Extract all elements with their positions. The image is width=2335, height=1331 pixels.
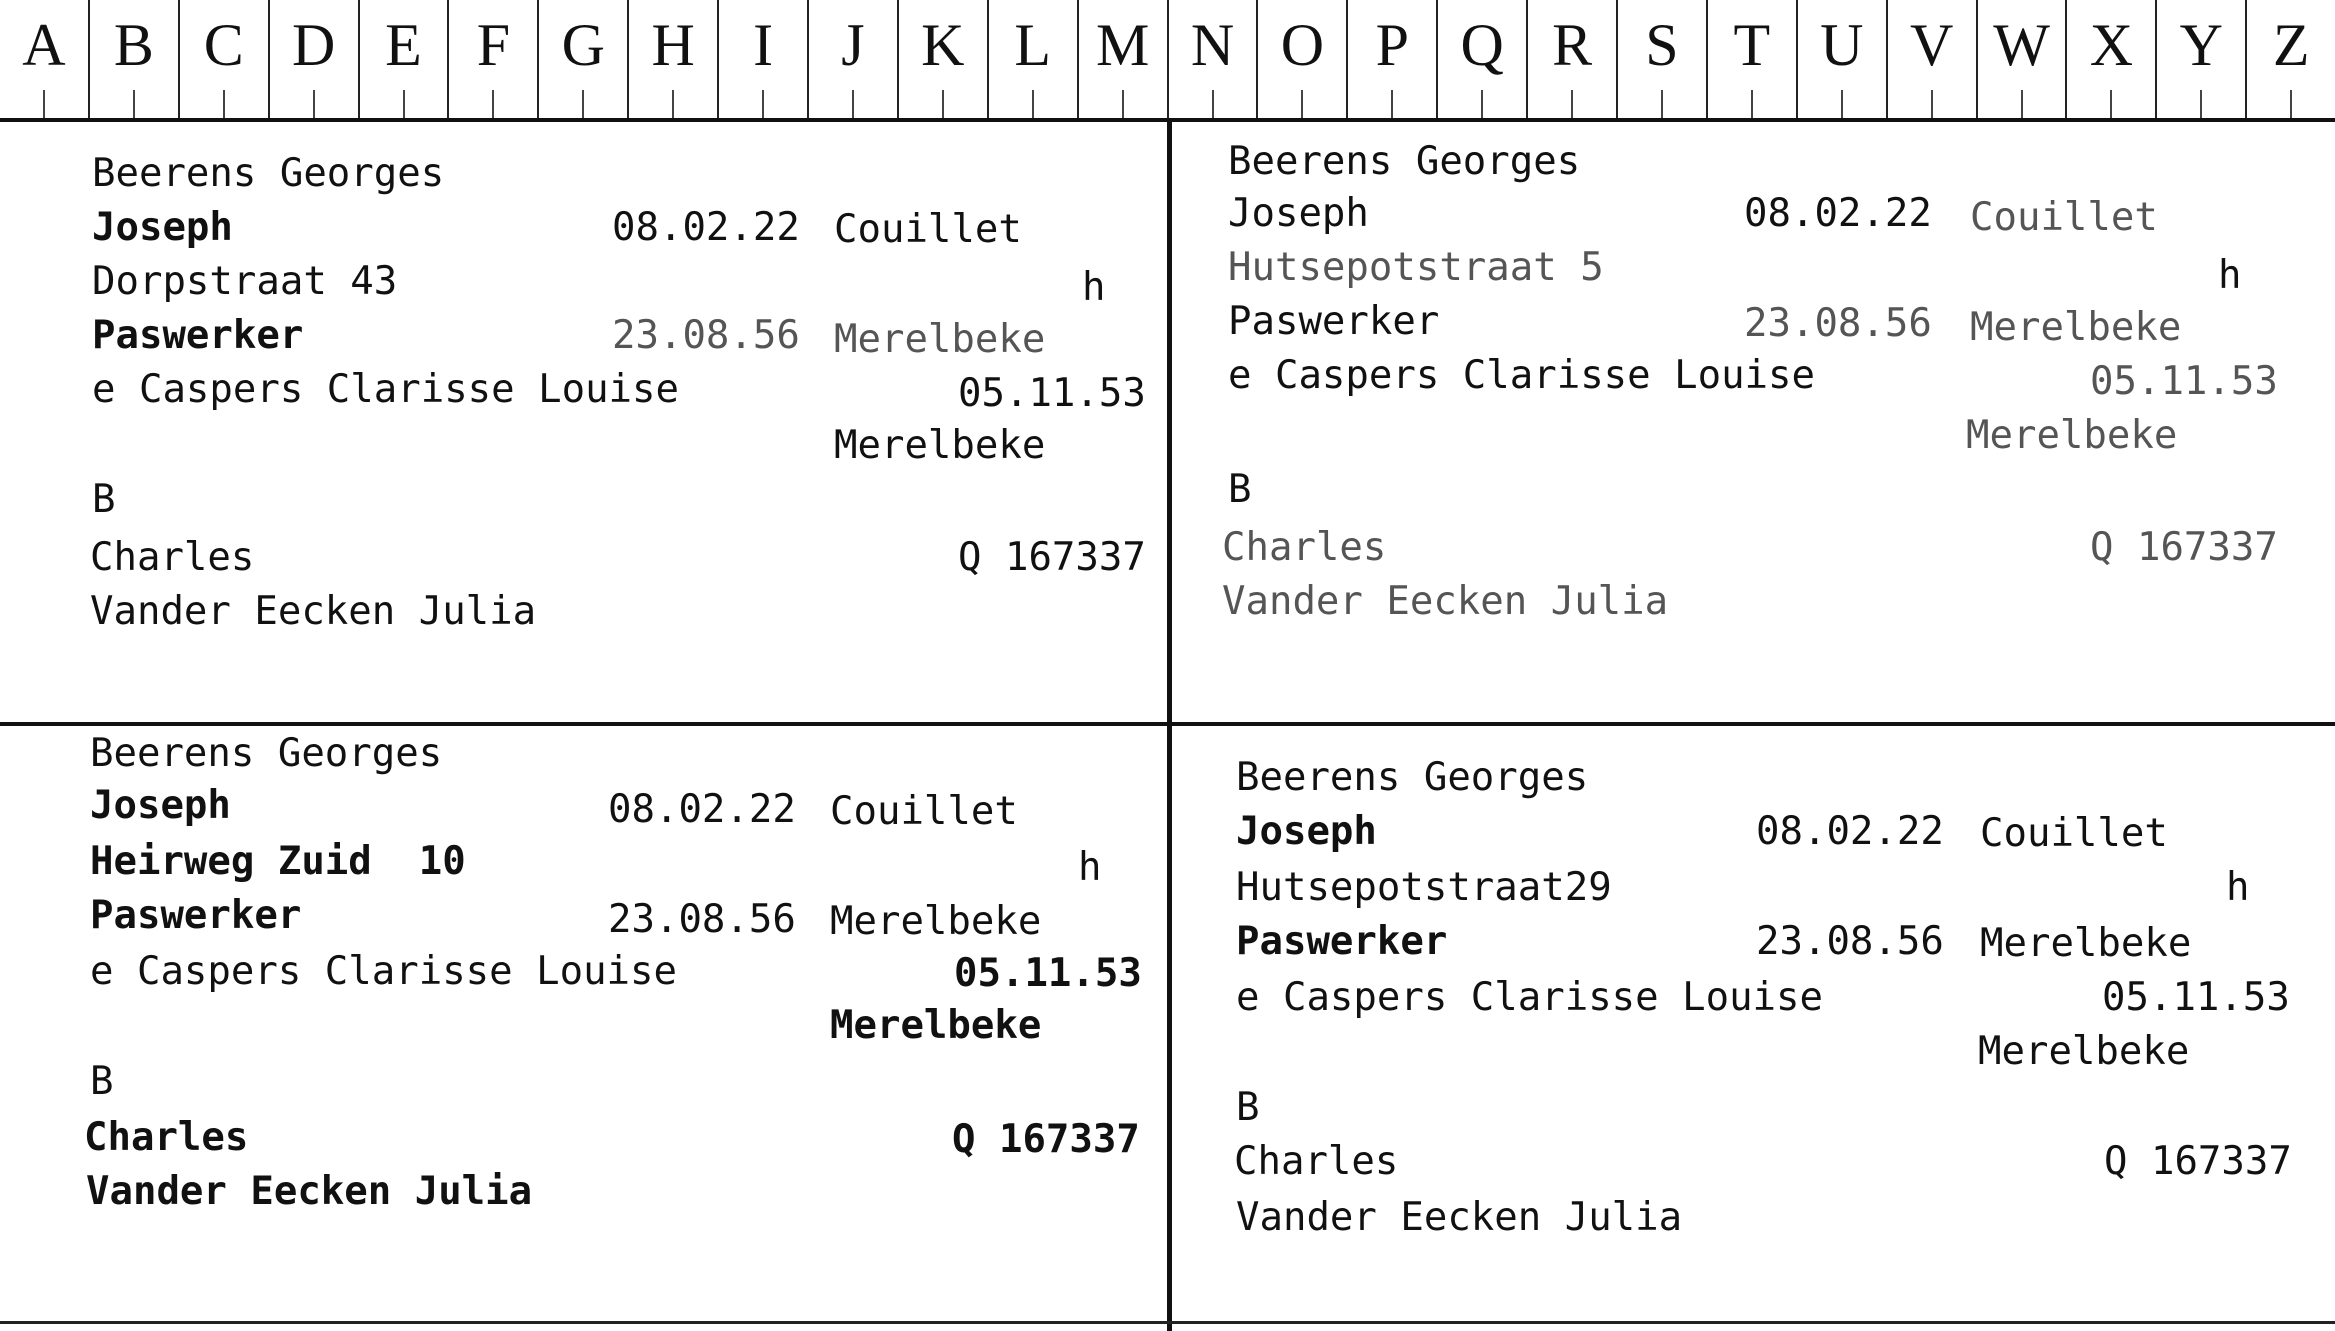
card-spouse: e Caspers Clarisse Louise	[92, 367, 679, 412]
alpha-tab-z	[2245, 0, 2335, 118]
card-given-name: Joseph	[92, 205, 233, 250]
card-code: B	[1236, 1085, 1260, 1130]
alpha-tab-t	[1706, 0, 1796, 118]
card-occupation: Paswerker	[1236, 919, 1448, 964]
card-date-2: 23.08.56	[612, 313, 800, 358]
alpha-tab-e	[358, 0, 448, 118]
card-spouse: e Caspers Clarisse Louise	[1236, 975, 1823, 1020]
alpha-letter: F	[476, 12, 511, 78]
card-mother: Vander Eecken Julia	[1222, 579, 1669, 624]
alpha-tab-b	[88, 0, 178, 118]
alpha-letter: J	[841, 12, 865, 78]
alpha-letter: N	[1190, 12, 1235, 78]
card-spouse: e Caspers Clarisse Louise	[1228, 353, 1815, 398]
alpha-letter: U	[1820, 12, 1864, 78]
card-reference: Q 167337	[958, 535, 1146, 580]
card-spouse: e Caspers Clarisse Louise	[90, 949, 677, 994]
alpha-tab-f	[447, 0, 537, 118]
card-birth-place: Couillet	[1980, 811, 2168, 856]
card-father: Charles	[1222, 525, 1387, 570]
alpha-tick	[1841, 90, 1843, 118]
card-given-name: Joseph	[1228, 191, 1369, 236]
alpha-letter: E	[385, 12, 422, 78]
card-sex: h	[1082, 265, 1106, 310]
alpha-letter: W	[1993, 12, 2050, 78]
alpha-letter: P	[1375, 12, 1409, 78]
card-marriage-date: 05.11.53	[2090, 359, 2278, 404]
alpha-tick	[852, 90, 854, 118]
alpha-tick	[1122, 90, 1124, 118]
alpha-tick	[582, 90, 584, 118]
card-marriage-date: 05.11.53	[954, 951, 1142, 996]
alpha-tick	[942, 90, 944, 118]
alpha-tick	[2200, 90, 2202, 118]
card-occupation: Paswerker	[90, 893, 302, 938]
record-card-bottom-right	[1172, 726, 2335, 1321]
alpha-letter: S	[1645, 12, 1679, 78]
card-code: B	[90, 1059, 114, 1104]
alpha-tab-m	[1077, 0, 1167, 118]
card-date-2: 23.08.56	[1744, 301, 1932, 346]
alpha-tab-w	[1976, 0, 2066, 118]
alpha-tab-s	[1616, 0, 1706, 118]
card-mother: Vander Eecken Julia	[90, 589, 537, 634]
card-surname: Beerens Georges	[90, 731, 443, 776]
alpha-tick	[2021, 90, 2023, 118]
alpha-tick	[672, 90, 674, 118]
card-birth-date: 08.02.22	[1756, 809, 1944, 854]
card-reference: Q 167337	[2104, 1139, 2292, 1184]
alpha-tab-o	[1256, 0, 1346, 118]
alpha-tab-q	[1436, 0, 1526, 118]
card-marriage-place: Merelbeke	[1978, 1029, 2190, 1074]
alpha-tick	[223, 90, 225, 118]
card-address: Hutsepotstraat29	[1236, 865, 1612, 910]
alpha-tab-g	[537, 0, 627, 118]
alpha-letter: T	[1733, 12, 1771, 78]
alpha-letter: V	[1909, 12, 1954, 78]
alpha-tick	[1301, 90, 1303, 118]
alpha-letter: A	[22, 12, 66, 78]
alpha-tab-a	[0, 0, 88, 118]
card-birth-date: 08.02.22	[1744, 191, 1932, 236]
card-date-2: 23.08.56	[608, 897, 796, 942]
alpha-tick	[1751, 90, 1753, 118]
alpha-tab-c	[178, 0, 268, 118]
alpha-letter: K	[921, 12, 965, 78]
alpha-letter: L	[1014, 12, 1052, 78]
alpha-tick	[43, 90, 45, 118]
record-card-bottom-left	[0, 726, 1167, 1321]
card-marriage-date: 05.11.53	[958, 371, 1146, 416]
card-reference: Q 167337	[952, 1117, 1140, 1162]
card-sex: h	[2218, 253, 2242, 298]
alpha-letter: R	[1552, 12, 1593, 78]
card-marriage-place: Merelbeke	[830, 1003, 1042, 1048]
card-occupation: Paswerker	[92, 313, 304, 358]
card-mother: Vander Eecken Julia	[1236, 1195, 1683, 1240]
card-code: B	[1228, 467, 1252, 512]
card-marriage-place: Merelbeke	[1966, 413, 2178, 458]
alpha-letter: I	[753, 12, 774, 78]
alpha-tick	[1391, 90, 1393, 118]
alpha-tab-v	[1886, 0, 1976, 118]
alpha-tab-k	[897, 0, 987, 118]
card-address: Heirweg Zuid 10	[90, 839, 466, 884]
card-sex: h	[2226, 865, 2250, 910]
alpha-tab-l	[987, 0, 1077, 118]
card-birth-place: Couillet	[830, 789, 1018, 834]
card-reference: Q 167337	[2090, 525, 2278, 570]
alpha-letter: H	[651, 12, 695, 78]
alpha-letter: G	[561, 12, 605, 78]
alpha-tick	[762, 90, 764, 118]
card-birth-place: Couillet	[1970, 195, 2158, 240]
alpha-tick	[1212, 90, 1214, 118]
alpha-tick	[492, 90, 494, 118]
alpha-tab-i	[717, 0, 807, 118]
card-date-2: 23.08.56	[1756, 919, 1944, 964]
alpha-tick	[2110, 90, 2112, 118]
card-code: B	[92, 477, 116, 522]
alpha-tick	[2290, 90, 2292, 118]
alpha-tab-n	[1167, 0, 1257, 118]
alpha-tick	[1931, 90, 1933, 118]
alpha-tick	[403, 90, 405, 118]
card-surname: Beerens Georges	[1236, 755, 1589, 800]
card-given-name: Joseph	[90, 783, 231, 828]
alpha-letter: O	[1280, 12, 1325, 78]
card-sex: h	[1078, 845, 1102, 890]
card-father: Charles	[90, 535, 255, 580]
alpha-tab-d	[268, 0, 358, 118]
alpha-letter: X	[2089, 12, 2134, 78]
card-birth-place: Couillet	[834, 207, 1022, 252]
alpha-tab-h	[627, 0, 717, 118]
alpha-letter: M	[1095, 12, 1150, 78]
record-card-top-right	[1172, 122, 2335, 722]
card-birth-date: 08.02.22	[612, 205, 800, 250]
card-given-name: Joseph	[1236, 809, 1377, 854]
card-marriage-date: 05.11.53	[2102, 975, 2290, 1020]
card-father: Charles	[1234, 1139, 1399, 1184]
alpha-tick	[1481, 90, 1483, 118]
card-surname: Beerens Georges	[1228, 139, 1581, 184]
card-place-2: Merelbeke	[1970, 305, 2182, 350]
alpha-tab-p	[1346, 0, 1436, 118]
alpha-tab-u	[1796, 0, 1886, 118]
alpha-letter: D	[291, 12, 336, 78]
alpha-tab-y	[2155, 0, 2245, 118]
card-place-2: Merelbeke	[834, 317, 1046, 362]
alphabet-index	[0, 0, 2335, 118]
alpha-letter: Z	[2272, 12, 2310, 78]
record-card-top-left	[0, 122, 1167, 722]
alpha-tick	[1032, 90, 1034, 118]
card-place-2: Merelbeke	[1980, 921, 2192, 966]
card-birth-date: 08.02.22	[608, 787, 796, 832]
card-occupation: Paswerker	[1228, 299, 1440, 344]
alpha-tick	[313, 90, 315, 118]
card-address: Hutsepotstraat 5	[1228, 245, 1604, 290]
card-marriage-place: Merelbeke	[834, 423, 1046, 468]
alpha-tick	[133, 90, 135, 118]
card-place-2: Merelbeke	[830, 899, 1042, 944]
card-mother: Vander Eecken Julia	[86, 1169, 533, 1214]
alpha-tab-x	[2065, 0, 2155, 118]
card-surname: Beerens Georges	[92, 151, 445, 196]
alpha-tab-r	[1526, 0, 1616, 118]
alpha-tab-j	[807, 0, 897, 118]
card-father: Charles	[84, 1115, 249, 1160]
card-address: Dorpstraat 43	[92, 259, 398, 304]
alpha-tick	[1661, 90, 1663, 118]
alpha-letter: C	[203, 12, 244, 78]
alpha-letter: B	[113, 12, 154, 78]
alpha-letter: Q	[1460, 12, 1504, 78]
alpha-letter: Y	[2179, 12, 2223, 78]
bottom-divider	[0, 1321, 2335, 1324]
alpha-tick	[1571, 90, 1573, 118]
